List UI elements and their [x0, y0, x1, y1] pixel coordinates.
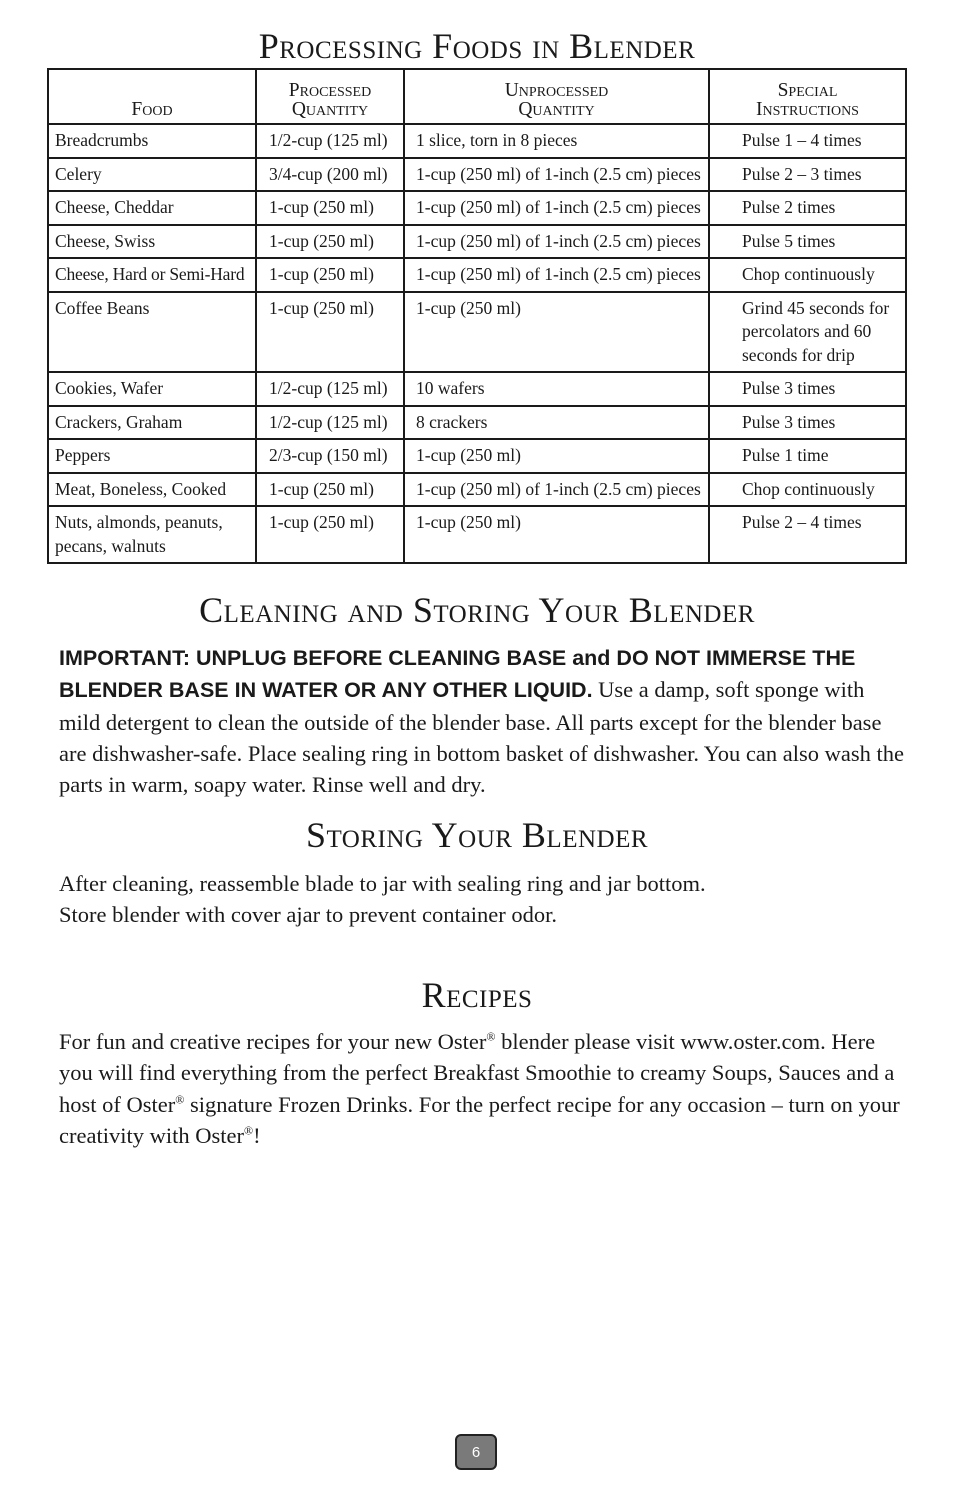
food-cell: Breadcrumbs [48, 124, 256, 158]
instructions-cell: Pulse 5 times [709, 225, 906, 259]
processed-cell: 1/2-cup (125 ml) [256, 406, 404, 440]
header-processed-quantity: Processed Quantity [256, 69, 404, 124]
instructions-cell: Pulse 3 times [709, 406, 906, 440]
instructions-cell: Chop continuously [709, 473, 906, 507]
registered-mark: ® [243, 1123, 254, 1138]
food-cell: Nuts, almonds, peanuts, pecans, walnuts [48, 506, 256, 563]
processed-cell: 1-cup (250 ml) [256, 506, 404, 563]
processed-cell: 3/4-cup (200 ml) [256, 158, 404, 192]
header-food: Food [48, 69, 256, 124]
processed-cell: 1-cup (250 ml) [256, 473, 404, 507]
table-row [48, 158, 906, 192]
instructions-cell: Chop continuously [709, 258, 906, 292]
table-row [48, 439, 906, 473]
unprocessed-cell: 1-cup (250 ml) [404, 506, 709, 563]
storing-line-2: Store blender with cover ajar to prevent container odor. [59, 902, 557, 928]
cleaning-title: Cleaning and Storing Your Blender [199, 590, 755, 630]
instructions-cell: Pulse 2 – 4 times [709, 506, 906, 563]
food-cell: Meat, Boneless, Cooked [48, 473, 256, 507]
registered-mark: ® [175, 1092, 185, 1107]
cleaning-paragraph [59, 642, 909, 800]
processed-cell: 1/2-cup (125 ml) [256, 124, 404, 158]
recipes-text-2: blender please visit www.oster.com. Here you will find everything from the perfect Breakfast Smoothie to creamy Soups, Sauces and a host of Oster [59, 1029, 895, 1117]
instructions-cell: Grind 45 seconds for percolators and 60 seconds for drip [709, 292, 906, 373]
table-row [48, 191, 906, 225]
table-row [48, 372, 906, 406]
instructions-cell: Pulse 1 time [709, 439, 906, 473]
unprocessed-cell: 1-cup (250 ml) of 1-inch (2.5 cm) pieces [404, 225, 709, 259]
table-header-row [48, 69, 906, 124]
unprocessed-cell: 1-cup (250 ml) of 1-inch (2.5 cm) pieces [404, 258, 709, 292]
table-row [48, 124, 906, 158]
cleaning-body: Use a damp, soft sponge with mild detergent to clean the outside of the blender base. All parts except for the blender base are dishwasher-safe. Place sealing ring in bottom basket of dishwasher. You can also wash the parts in warm, soapy water. Rinse well and dry. [59, 677, 904, 798]
food-cell: Cheese, Hard or Semi-Hard [48, 258, 256, 292]
unprocessed-cell: 10 wafers [404, 372, 709, 406]
processed-cell: 1/2-cup (125 ml) [256, 372, 404, 406]
unprocessed-cell: 1-cup (250 ml) of 1-inch (2.5 cm) pieces [404, 473, 709, 507]
unprocessed-cell: 1-cup (250 ml) of 1-inch (2.5 cm) pieces [404, 191, 709, 225]
food-cell: Cookies, Wafer [48, 372, 256, 406]
table-row [48, 225, 906, 259]
table-row [48, 473, 906, 507]
processing-foods-table [47, 68, 907, 564]
instructions-cell: Pulse 2 times [709, 191, 906, 225]
storing-line-1: After cleaning, reassemble blade to jar with sealing ring and jar bottom. [59, 871, 706, 896]
instructions-cell: Pulse 3 times [709, 372, 906, 406]
unprocessed-cell: 8 crackers [404, 406, 709, 440]
unprocessed-cell: 1-cup (250 ml) [404, 439, 709, 473]
unprocessed-cell: 1-cup (250 ml) of 1-inch (2.5 cm) pieces [404, 158, 709, 192]
page-number: 6 [455, 1434, 497, 1470]
recipes-text-4: ! [253, 1122, 261, 1148]
recipes-text-3: signature Frozen Drinks. For the perfect recipe for any occasion – turn on your creativity with Oster [59, 1091, 900, 1148]
header-special-instructions: Special Instructions [709, 69, 906, 124]
unprocessed-cell: 1 slice, torn in 8 pieces [404, 124, 709, 158]
processed-cell: 1-cup (250 ml) [256, 292, 404, 373]
storing-title: Storing Your Blender [305, 815, 649, 855]
processed-cell: 1-cup (250 ml) [256, 191, 404, 225]
unprocessed-cell: 1-cup (250 ml) [404, 292, 709, 373]
food-cell: Coffee Beans [48, 292, 256, 373]
processed-cell: 2/3-cup (150 ml) [256, 439, 404, 473]
registered-mark: ® [486, 1029, 496, 1044]
food-cell: Celery [48, 158, 256, 192]
storing-paragraph [59, 868, 909, 931]
food-cell: Peppers [48, 439, 256, 473]
table-row [48, 292, 906, 373]
recipes-title: Recipes [421, 975, 533, 1015]
header-unprocessed-quantity: Unprocessed Quantity [404, 69, 709, 124]
table-row [48, 406, 906, 440]
instructions-cell: Pulse 1 – 4 times [709, 124, 906, 158]
instructions-cell: Pulse 2 – 3 times [709, 158, 906, 192]
recipes-text-1: For fun and creative recipes for your new Oster [59, 1029, 487, 1054]
processing-foods-title: Processing Foods in Blender [258, 26, 696, 66]
food-cell: Crackers, Graham [48, 406, 256, 440]
recipes-paragraph [59, 1026, 909, 1151]
food-cell: Cheese, Swiss [48, 225, 256, 259]
cleaning-warning: IMPORTANT: UNPLUG BEFORE CLEANING BASE and DO NOT IMMERSE THE BLENDER BASE IN WATER OR ANY OTHER LIQUID. [59, 646, 856, 703]
processed-cell: 1-cup (250 ml) [256, 225, 404, 259]
table-row [48, 506, 906, 563]
table-row [48, 258, 906, 292]
processed-cell: 1-cup (250 ml) [256, 258, 404, 292]
food-cell: Cheese, Cheddar [48, 191, 256, 225]
